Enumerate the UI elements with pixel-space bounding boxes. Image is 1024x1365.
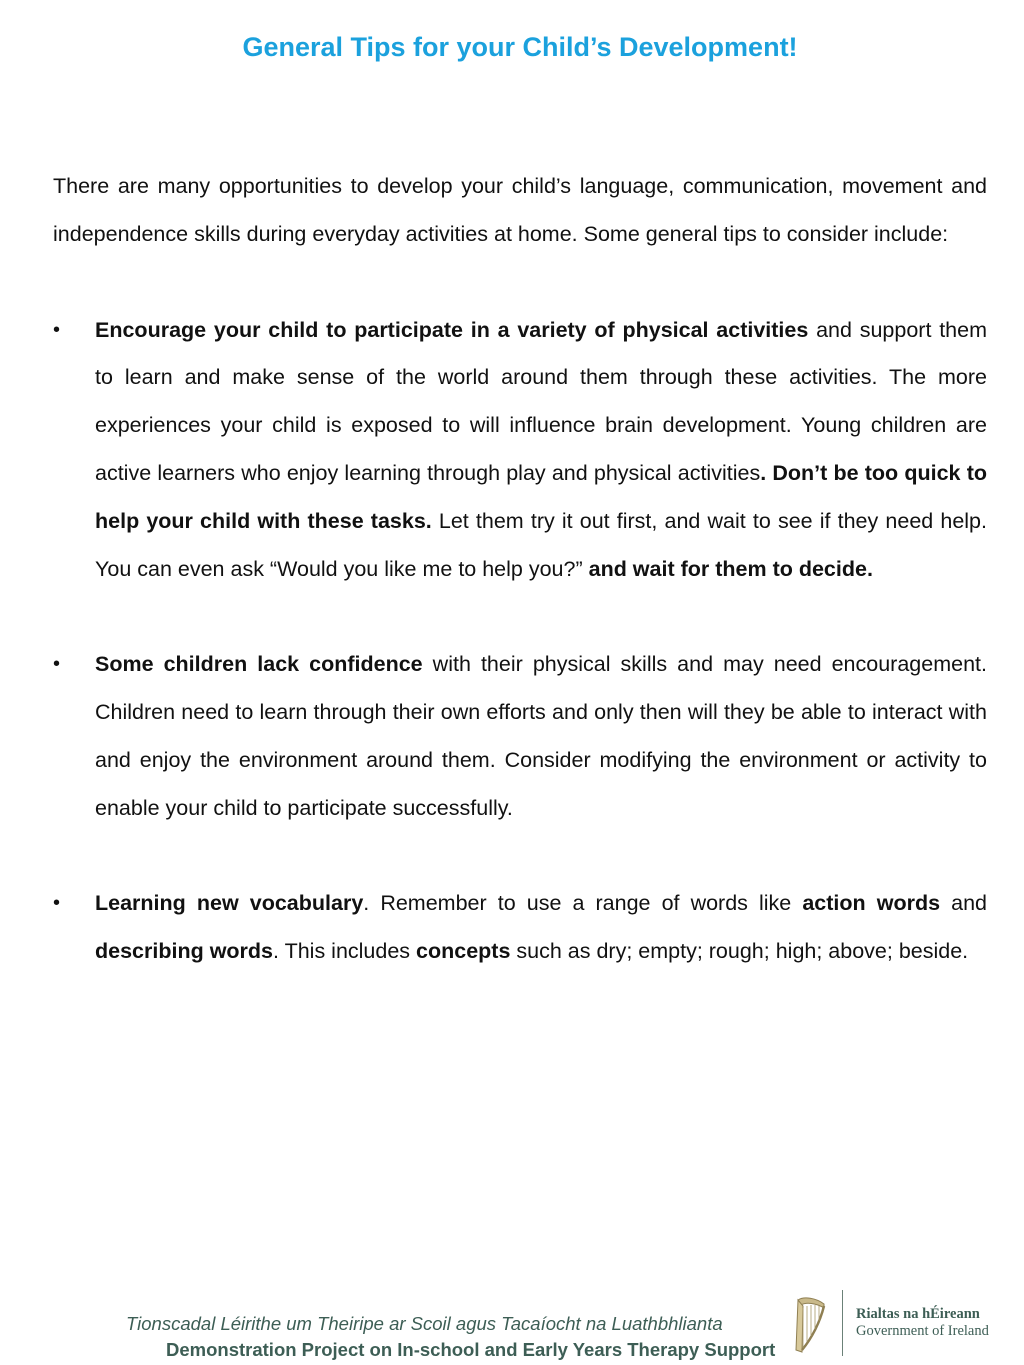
tip-text: . Remember to use a range of words like [363,891,803,916]
logo-divider [842,1290,843,1356]
intro-paragraph: There are many opportunities to develop your child’s language, communication, movement and independence skills during everyday activities at home. Some general tips to consider include: [53,174,987,246]
footer-english-text: Demonstration Project on In-school and Early Years Therapy Support [166,1339,776,1360]
tip-emphasis: Encourage your child to participate in a variety of physical activities [95,317,809,342]
tip-text: . This includes [273,938,417,963]
tip-text: such as dry; empty; rough; high; above; beside. [510,938,969,963]
bullet-icon: • [53,892,61,915]
list-item [53,641,987,832]
tips-list [53,307,987,976]
tip-emphasis: Some children lack confidence [95,652,423,677]
tip-emphasis: action words [802,891,941,916]
tip-emphasis: and wait for them to decide. [588,556,873,581]
tip-emphasis: concepts [416,938,511,963]
tip-text: and support them to learn and make sense of the world around them through these activities. The more experiences your child is exposed to will influence brain development. Young children are active learners who enjoy learning through play and physical activities [95,317,987,485]
bullet-icon: • [53,653,61,676]
list-item [53,880,987,976]
tip-emphasis: Learning new vocabulary [95,891,364,916]
government-name-english: Government of Ireland [856,1323,989,1339]
government-name-irish: Rialtas na hÉireann [856,1306,980,1322]
list-item [53,307,987,594]
bullet-icon: • [53,318,61,341]
tip-emphasis: describing words [95,938,274,963]
tip-text: with their physical skills and may need encouragement. Children need to learn through their own efforts and only then will they be able to interact with and enjoy the environment around them. Consider modifying the environment or activity to enable your child to participate successfully. [95,652,987,820]
page-title: General Tips for your Child’s Development! [242,32,798,62]
tip-emphasis: . Don’t be too quick to help your child with these tasks. [95,460,987,533]
harp-icon [790,1294,830,1356]
footer-irish-text: Tionscadal Léirithe um Theiripe ar Scoil agus Tacaíocht na Luathbhlianta [126,1313,723,1334]
tip-text: Let them try it out first, and wait to see if they need help. You can even ask “Would you like me to help you?” [95,508,987,581]
document-body [53,163,987,1024]
tip-text: and [940,891,987,916]
